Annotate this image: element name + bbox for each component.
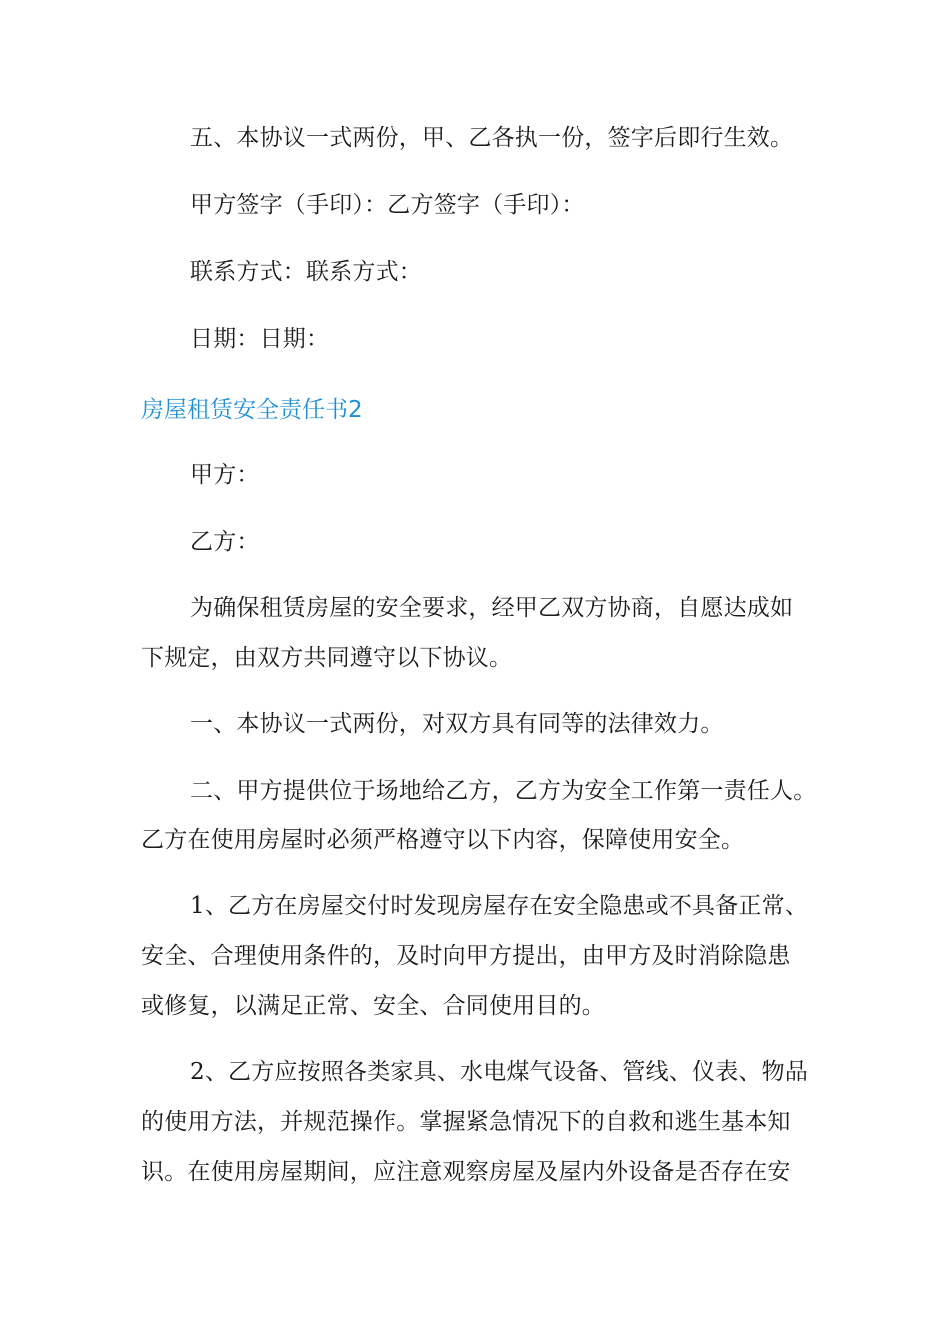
party-b-label: 乙方： (190, 529, 260, 555)
clause-one-text: 一、本协议一式两份，对双方具有同等的法律效力。 (190, 711, 724, 737)
date-line: 日期：日期： (190, 326, 330, 352)
contact-info-line: 联系方式：联系方式： (190, 259, 422, 285)
item-one-line-3: 或修复，以满足正常、安全、合同使用目的。 (141, 993, 605, 1019)
clause-five-text: 五、本协议一式两份，甲、乙各执一份，签字后即行生效。 (190, 125, 794, 151)
section-title: 房屋租赁安全责任书2 (141, 397, 363, 423)
intro-paragraph-line-1: 为确保租赁房屋的安全要求，经甲乙双方协商，自愿达成如 (190, 595, 794, 621)
item-two-line-2: 的使用方法，并规范操作。掌握紧急情况下的自救和逃生基本知 (141, 1109, 791, 1135)
intro-paragraph-line-2: 下规定，由双方共同遵守以下协议。 (141, 645, 513, 671)
party-a-label: 甲方： (190, 462, 260, 488)
clause-two-line-2: 乙方在使用房屋时必须严格遵守以下内容，保障使用安全。 (141, 827, 745, 853)
item-one-line-2: 安全、合理使用条件的，及时向甲方提出，由甲方及时消除隐患 (141, 943, 791, 969)
item-two-line-3: 识。在使用房屋期间，应注意观察房屋及屋内外设备是否存在安 (141, 1159, 791, 1185)
item-one-line-1: 1、乙方在房屋交付时发现房屋存在安全隐患或不具备正常、 (190, 893, 809, 919)
party-signature-line: 甲方签字（手印）：乙方签字（手印）： (190, 192, 585, 218)
clause-two-line-1: 二、甲方提供位于场地给乙方，乙方为安全工作第一责任人。 (190, 778, 817, 804)
item-two-line-1: 2、乙方应按照各类家具、水电煤气设备、管线、仪表、物品 (190, 1059, 809, 1085)
